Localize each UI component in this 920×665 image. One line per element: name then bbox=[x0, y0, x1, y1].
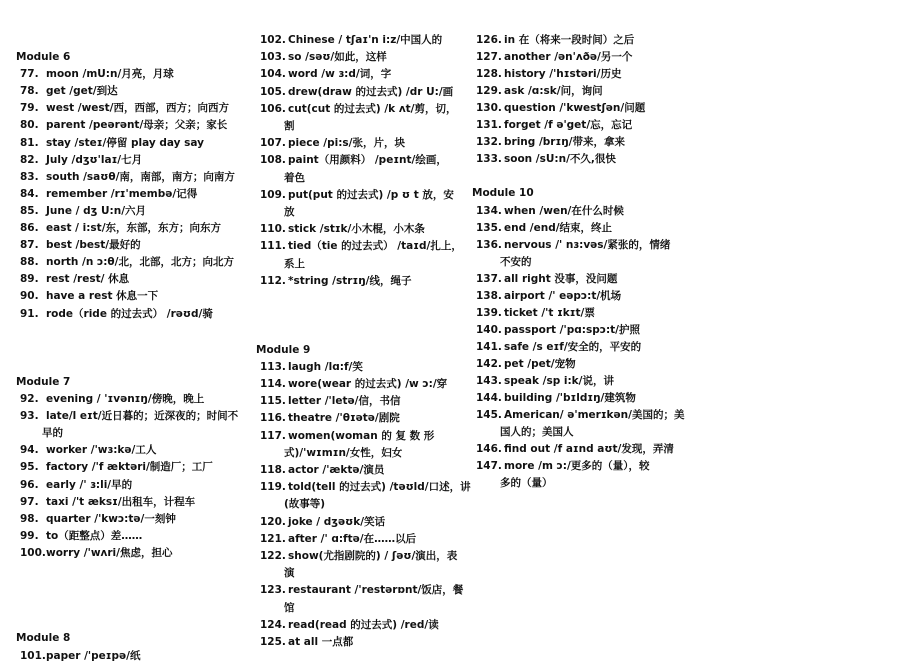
vocab-entry bbox=[256, 84, 454, 101]
entry-continuation: 演 bbox=[284, 567, 295, 580]
entry-number: 93. bbox=[20, 410, 39, 423]
entry-number: 81. bbox=[20, 136, 39, 149]
module-heading: Module 10 bbox=[472, 187, 534, 200]
entry-text: to（距整点）差…… bbox=[46, 529, 143, 542]
vocab-entry bbox=[472, 390, 668, 407]
entry-text: rest /rest/ 休息 bbox=[46, 273, 130, 286]
entry-text: south /saʊθ/南，南部，南方；向南方 bbox=[46, 170, 235, 183]
entry-text: find out /f aɪnd aʊt/发现，弄清 bbox=[504, 443, 674, 456]
vocab-entry bbox=[16, 83, 238, 100]
entry-number: 104. bbox=[260, 68, 286, 81]
entry-text: worker /'wɜ:kə/工人 bbox=[46, 444, 157, 457]
entry-text: remember /rɪ'membə/记得 bbox=[46, 187, 198, 200]
entry-number: 114. bbox=[260, 378, 286, 390]
entry-text: paper /'peɪpə/纸 bbox=[46, 649, 141, 662]
vocab-entry bbox=[16, 271, 238, 288]
entry-number: 85. bbox=[20, 204, 39, 217]
vocab-entry bbox=[16, 152, 238, 169]
entry-number: 125. bbox=[260, 636, 286, 648]
entry-text: ticket /'t ɪkɪt/票 bbox=[504, 306, 595, 319]
vocab-entry bbox=[472, 322, 668, 339]
entry-text: late/l eɪt/近日暮的；近深夜的；时间不 bbox=[46, 410, 239, 423]
vocab-entry bbox=[256, 393, 450, 410]
entry-number: 132. bbox=[476, 136, 502, 149]
entry-number: 106. bbox=[260, 102, 286, 115]
entry-continuation: 着色 bbox=[284, 171, 305, 184]
module-heading: Module 6 bbox=[16, 51, 71, 63]
entry-text: quarter /'kwɔ:tə/一刻钟 bbox=[46, 512, 176, 525]
vocab-entry bbox=[472, 83, 668, 100]
entry-number: 80. bbox=[20, 119, 39, 132]
entry-text: nervous /' nɜ:vəs/紧张的，情绪 bbox=[504, 238, 671, 251]
entry-number: 116. bbox=[260, 412, 286, 425]
entry-continuation: 国人的；美国人 bbox=[500, 426, 574, 439]
entry-number: 120. bbox=[260, 515, 286, 528]
module-heading: Module 9 bbox=[256, 343, 311, 356]
entry-text: read(read 的过去式) /red/读 bbox=[288, 618, 439, 631]
vocab-entry bbox=[472, 458, 668, 475]
entry-number: 141. bbox=[476, 340, 502, 353]
vocab-entry bbox=[16, 203, 238, 220]
entry-number: 100. bbox=[20, 546, 46, 559]
vocab-entry bbox=[16, 528, 238, 545]
entry-number: 126. bbox=[476, 34, 502, 46]
entry-text: American/ ə'merɪkən/美国的；美 bbox=[504, 409, 685, 422]
entry-continuation: 多的（量） bbox=[500, 477, 553, 490]
entry-text: airport /' eəpɔ:t/机场 bbox=[504, 289, 622, 302]
vocab-entry bbox=[256, 582, 464, 599]
vocab-entry bbox=[256, 135, 450, 152]
vocab-entry bbox=[256, 410, 450, 427]
entry-number: 124. bbox=[260, 618, 286, 631]
vocab-entry bbox=[472, 339, 668, 356]
vocab-entry bbox=[256, 187, 454, 204]
entry-number: 82. bbox=[20, 153, 39, 166]
entry-number: 110. bbox=[260, 223, 286, 236]
entry-text: tied（tie 的过去式） /taɪd/扎上， bbox=[288, 240, 462, 253]
vocab-entry bbox=[256, 514, 450, 531]
entry-text: get /get/到达 bbox=[46, 85, 118, 98]
vocab-entry bbox=[256, 479, 471, 496]
entry-text: drew(draw 的过去式) /dr U:/画 bbox=[288, 85, 454, 98]
entry-number: 147. bbox=[476, 460, 502, 473]
entry-number: 136. bbox=[476, 238, 502, 251]
entry-text: at all 一点都 bbox=[288, 636, 354, 648]
entry-text: north /n ɔ:θ/北，北部，北方；向北方 bbox=[46, 256, 234, 269]
entry-number: 97. bbox=[20, 495, 39, 508]
entry-number: 78. bbox=[20, 85, 39, 98]
vocab-entry bbox=[256, 32, 450, 49]
vocab-entry bbox=[472, 151, 668, 168]
entry-text: when /wen/在什么时候 bbox=[504, 204, 624, 217]
entry-text: rode（ride 的过去式） /rəʊd/骑 bbox=[46, 307, 213, 320]
entry-number: 121. bbox=[260, 532, 286, 545]
entry-text: put(put 的过去式) /p ʊ t 放，安 bbox=[288, 188, 454, 201]
entry-text: west /west/西，西部，西方；向西方 bbox=[46, 102, 230, 115]
entry-text: end /end/结束，终止 bbox=[504, 221, 613, 234]
vocab-entry bbox=[256, 152, 450, 169]
entry-number: 103. bbox=[260, 51, 286, 64]
entry-text: evening / 'ɪvənɪŋ/傍晚，晚上 bbox=[46, 393, 205, 405]
entry-continuation: (故事等) bbox=[284, 498, 326, 511]
module-heading: Module 7 bbox=[16, 375, 71, 388]
entry-number: 134. bbox=[476, 204, 502, 217]
module-heading: Module 8 bbox=[16, 632, 71, 645]
entry-number: 79. bbox=[20, 102, 39, 115]
entry-text: told(tell 的过去式) /təʊld/口述，讲 bbox=[288, 481, 471, 494]
entry-number: 96. bbox=[20, 478, 39, 491]
entry-text: joke / dʒəʊk/笑话 bbox=[288, 515, 386, 528]
vocab-entry bbox=[16, 408, 238, 425]
vocab-entry bbox=[472, 237, 671, 254]
entry-number: 102. bbox=[260, 34, 286, 46]
vocab-entry bbox=[472, 305, 668, 322]
entry-text: in 在（将来一段时间）之后 bbox=[504, 34, 635, 46]
vocab-entry bbox=[16, 186, 238, 203]
entry-text: taxi /'t æksɪ/出租车，计程车 bbox=[46, 495, 196, 508]
entry-continuation: 放 bbox=[284, 206, 295, 218]
entry-number: 135. bbox=[476, 221, 502, 234]
entry-number: 130. bbox=[476, 102, 502, 115]
entry-number: 87. bbox=[20, 239, 39, 252]
vocab-entry bbox=[256, 359, 450, 376]
entry-number: 117. bbox=[260, 429, 286, 442]
vocab-entry bbox=[472, 373, 668, 390]
entry-text: moon /mU:n/月亮，月球 bbox=[46, 68, 174, 81]
vocab-entry bbox=[472, 117, 668, 134]
entry-continuation: 不安的 bbox=[500, 255, 532, 268]
vocab-entry bbox=[256, 617, 450, 634]
entry-text: women(woman 的 复 数 形 bbox=[288, 429, 435, 442]
entry-number: 112. bbox=[260, 274, 286, 287]
vocab-entry bbox=[256, 428, 450, 445]
vocab-entry bbox=[16, 477, 238, 494]
vocab-entry bbox=[472, 407, 685, 424]
entry-number: 88. bbox=[20, 256, 39, 269]
entry-number: 138. bbox=[476, 289, 502, 302]
entry-text: best /best/最好的 bbox=[46, 239, 141, 252]
entry-text: have a rest 休息一下 bbox=[46, 290, 159, 303]
vocab-entry bbox=[16, 254, 238, 271]
vocab-entry bbox=[16, 169, 238, 186]
vocab-entry bbox=[472, 271, 668, 288]
entry-number: 123. bbox=[260, 584, 286, 597]
entry-text: more /m ɔ:/更多的（量），较 bbox=[504, 460, 650, 473]
entry-text: safe /s eɪf/安全的，平安的 bbox=[504, 340, 642, 353]
entry-number: 137. bbox=[476, 272, 502, 285]
entry-text: restaurant /'restərɒnt/饭店，餐 bbox=[288, 584, 464, 597]
entry-number: 107. bbox=[260, 137, 286, 150]
vocab-entry bbox=[472, 49, 668, 66]
vocab-entry bbox=[16, 648, 238, 665]
entry-number: 127. bbox=[476, 51, 502, 64]
vocab-entry bbox=[256, 238, 462, 255]
entry-text: so /səʊ/如此，这样 bbox=[288, 51, 387, 64]
vocab-entry bbox=[256, 531, 450, 548]
entry-number: 98. bbox=[20, 512, 39, 525]
vocab-entry bbox=[256, 548, 458, 565]
vocab-entry bbox=[472, 441, 674, 458]
entry-text: show(尤指剧院的) / ʃəʊ/演出，表 bbox=[288, 550, 458, 562]
entry-text: Chinese / tʃaɪ'n i:z/中国人的 bbox=[288, 34, 443, 46]
entry-text: paint（用颜料） /peɪnt/绘画， bbox=[288, 154, 447, 167]
vocab-entry bbox=[16, 511, 238, 528]
entry-text: July /dʒʊ'laɪ/七月 bbox=[46, 153, 143, 166]
entry-number: 113. bbox=[260, 360, 286, 373]
vocab-entry bbox=[256, 221, 450, 238]
entry-number: 89. bbox=[20, 273, 39, 286]
entry-number: 92. bbox=[20, 393, 39, 405]
vocab-entry bbox=[16, 288, 238, 305]
entry-number: 84. bbox=[20, 187, 39, 200]
entry-number: 133. bbox=[476, 153, 502, 166]
entry-text: passport /'pɑ:spɔ:t/护照 bbox=[504, 323, 641, 336]
entry-text: another /ən'ʌðə/另一个 bbox=[504, 51, 633, 64]
entry-number: 143. bbox=[476, 375, 502, 387]
entry-number: 144. bbox=[476, 392, 502, 405]
entry-number: 142. bbox=[476, 357, 502, 370]
entry-text: forget /f ə'get/忘，忘记 bbox=[504, 119, 633, 132]
entry-text: laugh /lɑ:f/笑 bbox=[288, 360, 363, 373]
vocab-entry bbox=[256, 66, 450, 83]
entry-number: 90. bbox=[20, 290, 39, 303]
vocab-entry bbox=[16, 237, 238, 254]
entry-text: letter /'letə/信，书信 bbox=[288, 395, 401, 408]
entry-text: factory /'f æktəri/制造厂；工厂 bbox=[46, 461, 213, 474]
entry-continuation: 馆 bbox=[284, 601, 295, 614]
vocab-entry bbox=[472, 288, 668, 305]
entry-continuation: 割 bbox=[284, 120, 295, 132]
entry-text: question /'kwestʃən/问题 bbox=[504, 102, 646, 115]
vocab-entry bbox=[16, 459, 238, 476]
entry-text: actor /'æktə/演员 bbox=[288, 464, 385, 476]
entry-text: bring /brɪŋ/带来，拿来 bbox=[504, 136, 626, 149]
entry-number: 128. bbox=[476, 68, 502, 81]
vocab-entry bbox=[256, 376, 450, 393]
vocab-entry bbox=[472, 32, 668, 49]
entry-number: 108. bbox=[260, 154, 286, 167]
vocab-entry bbox=[16, 442, 238, 459]
entry-text: all right 没事，没问题 bbox=[504, 272, 618, 285]
vocab-entry bbox=[256, 101, 457, 118]
entry-continuation: 式)/'wɪmɪn/女性，妇女 bbox=[284, 446, 403, 459]
vocab-entry bbox=[256, 462, 450, 479]
vocab-entry bbox=[256, 49, 450, 66]
entry-text: after /' ɑ:ftə/在……以后 bbox=[288, 532, 417, 545]
entry-number: 111. bbox=[260, 240, 286, 253]
entry-number: 115. bbox=[260, 395, 286, 408]
entry-text: pet /pet/宠物 bbox=[504, 357, 576, 370]
vocab-entry bbox=[256, 273, 450, 290]
entry-text: stick /stɪk/小木棍，小木条 bbox=[288, 223, 425, 236]
vocab-entry bbox=[16, 494, 238, 511]
vocab-entry bbox=[472, 356, 668, 373]
entry-text: east / i:st/东，东部，东方；向东方 bbox=[46, 222, 222, 234]
vocab-entry bbox=[16, 391, 238, 408]
vocab-entry bbox=[16, 220, 238, 237]
entry-text: *string /strɪŋ/线，绳子 bbox=[288, 274, 412, 287]
entry-number: 109. bbox=[260, 188, 286, 201]
vocab-entry bbox=[16, 306, 238, 323]
vocab-entry bbox=[16, 66, 238, 83]
vocab-entry bbox=[472, 203, 668, 220]
entry-text: worry /'wʌri/焦虑，担心 bbox=[46, 546, 173, 559]
entry-number: 140. bbox=[476, 323, 502, 336]
entry-number: 77. bbox=[20, 68, 39, 81]
entry-text: stay /steɪ/停留 play day say bbox=[46, 136, 204, 149]
entry-number: 139. bbox=[476, 306, 502, 319]
entry-continuation: 系上 bbox=[284, 257, 305, 270]
entry-text: parent /peərənt/母亲；父亲；家长 bbox=[46, 119, 228, 132]
entry-number: 83. bbox=[20, 170, 39, 183]
vocab-entry bbox=[472, 100, 668, 117]
entry-number: 131. bbox=[476, 119, 502, 132]
entry-text: word /w ɜ:d/词，字 bbox=[288, 68, 392, 81]
entry-number: 94. bbox=[20, 444, 39, 457]
entry-number: 146. bbox=[476, 443, 502, 456]
entry-continuation: 早的 bbox=[42, 427, 63, 440]
entry-number: 99. bbox=[20, 529, 39, 542]
entry-text: theatre /'θɪətə/剧院 bbox=[288, 412, 400, 425]
entry-text: speak /sp i:k/说，讲 bbox=[504, 375, 614, 387]
vocab-entry bbox=[16, 117, 238, 134]
vocab-entry bbox=[472, 66, 668, 83]
entry-text: cut(cut 的过去式) /k ʌt/剪，切， bbox=[288, 102, 457, 115]
entry-text: soon /sU:n/不久,很快 bbox=[504, 153, 616, 166]
entry-text: building /'bɪldɪŋ/建筑物 bbox=[504, 392, 636, 405]
entry-number: 86. bbox=[20, 222, 39, 234]
entry-text: early /' ɜ:li/早的 bbox=[46, 478, 133, 491]
entry-text: piece /pi:s/张，片，块 bbox=[288, 137, 405, 150]
entry-number: 145. bbox=[476, 409, 502, 422]
entry-number: 129. bbox=[476, 85, 502, 98]
vocab-entry bbox=[256, 634, 450, 651]
entry-number: 95. bbox=[20, 461, 39, 474]
entry-number: 91. bbox=[20, 307, 39, 320]
vocab-entry bbox=[16, 545, 238, 562]
entry-number: 122. bbox=[260, 550, 286, 562]
vocab-entry bbox=[16, 135, 238, 152]
entry-text: ask /ɑ:sk/问，询问 bbox=[504, 85, 603, 98]
vocab-entry bbox=[472, 220, 668, 237]
entry-text: history /'hɪstəri/历史 bbox=[504, 68, 622, 81]
vocab-entry bbox=[472, 134, 668, 151]
entry-text: June / dʒ U:n/六月 bbox=[46, 204, 147, 217]
entry-number: 119. bbox=[260, 481, 286, 494]
entry-text: wore(wear 的过去式) /w ɔ:/穿 bbox=[288, 378, 448, 390]
entry-number: 101. bbox=[20, 649, 46, 662]
entry-number: 105. bbox=[260, 85, 286, 98]
vocab-entry bbox=[16, 100, 238, 117]
entry-number: 118. bbox=[260, 464, 286, 476]
